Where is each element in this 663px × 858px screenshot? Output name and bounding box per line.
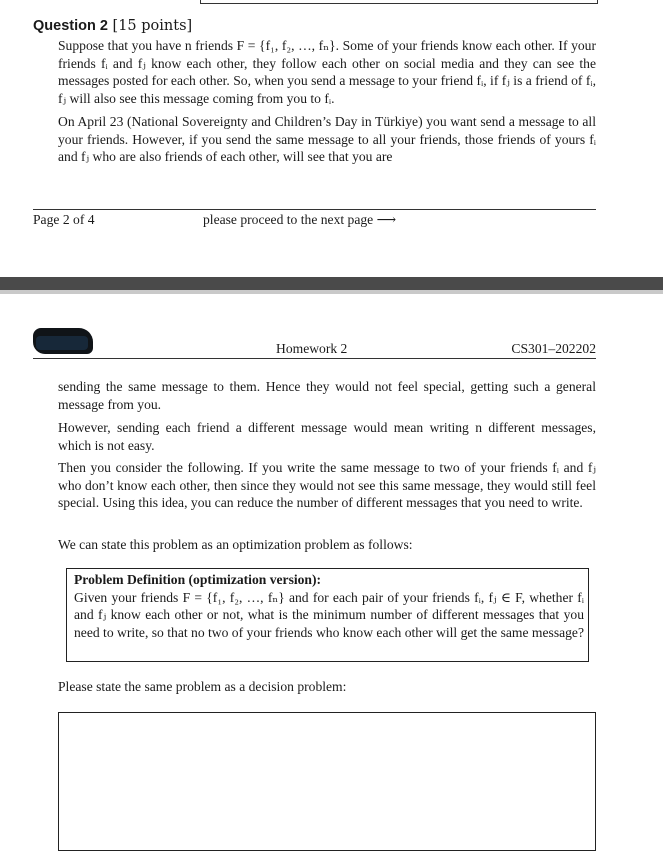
- header-rule: [33, 358, 596, 359]
- problem-definition-title: Problem Definition (optimization version):: [74, 572, 322, 587]
- previous-section-box-edge: [200, 0, 598, 4]
- problem-definition-body: Given your friends F = {f₁, f₂, …, fₙ} and for each pair of your friends fᵢ, fⱼ ∈ F, whether fᵢ and fⱼ know each other or not, what is the minimum number of different messages that you need to write, so that no two of your friends who know each other will get the same message?: [74, 589, 585, 640]
- page-separator: [0, 277, 663, 290]
- header-course-title: Homework 2: [276, 341, 348, 356]
- page2-paragraph-4: We can state this problem as an optimization problem as follows:: [58, 537, 413, 552]
- page2-paragraph-2: However, sending each friend a different message would mean writing n different messages, which is not easy.: [58, 420, 596, 453]
- page2-paragraph-1: sending the same message to them. Hence they would not feel special, getting such a general message from you.: [58, 379, 596, 412]
- problem-definition: [74, 571, 584, 641]
- decision-problem-prompt: Please state the same problem as a decision problem:: [58, 679, 347, 694]
- redacted-logo-overlay: [36, 336, 88, 350]
- question-paragraph-2: On April 23 (National Sovereignty and Children’s Day in Türkiye) you want send a message to all your friends. However, if you send the same message to all your friends, those friends of yours fᵢ and fⱼ who are also friends of each other, will see that you are: [58, 114, 596, 164]
- question-heading: [33, 18, 192, 34]
- answer-box[interactable]: [58, 712, 596, 851]
- footer-rule: [33, 209, 596, 210]
- page-number: Page 2 of 4: [33, 212, 95, 227]
- question-points: [15 points]: [112, 18, 193, 34]
- header-course-code: CS301–202202: [511, 341, 596, 356]
- next-page-note: please proceed to the next page ⟶: [203, 212, 397, 227]
- question-label: Question 2: [33, 18, 108, 34]
- question-paragraph-1: Suppose that you have n friends F = {f₁, f₂, …, fₙ}. Some of your friends know each other. If your friends fᵢ and fⱼ know each other, they follow each other on social media and they can see the messages posted for each other. So, when you send a message to your friend fᵢ, if fⱼ is a friend of fᵢ, fⱼ will also see this message coming from you to fᵢ.: [58, 38, 596, 106]
- page-separator-shadow: [0, 290, 663, 294]
- page2-paragraph-3: Then you consider the following. If you write the same message to two of your friends fᵢ and fⱼ who don’t know each other, then since they would not see this same message, they would still feel special. Using this idea, you can reduce the number of different messages that you need to write.: [58, 460, 596, 510]
